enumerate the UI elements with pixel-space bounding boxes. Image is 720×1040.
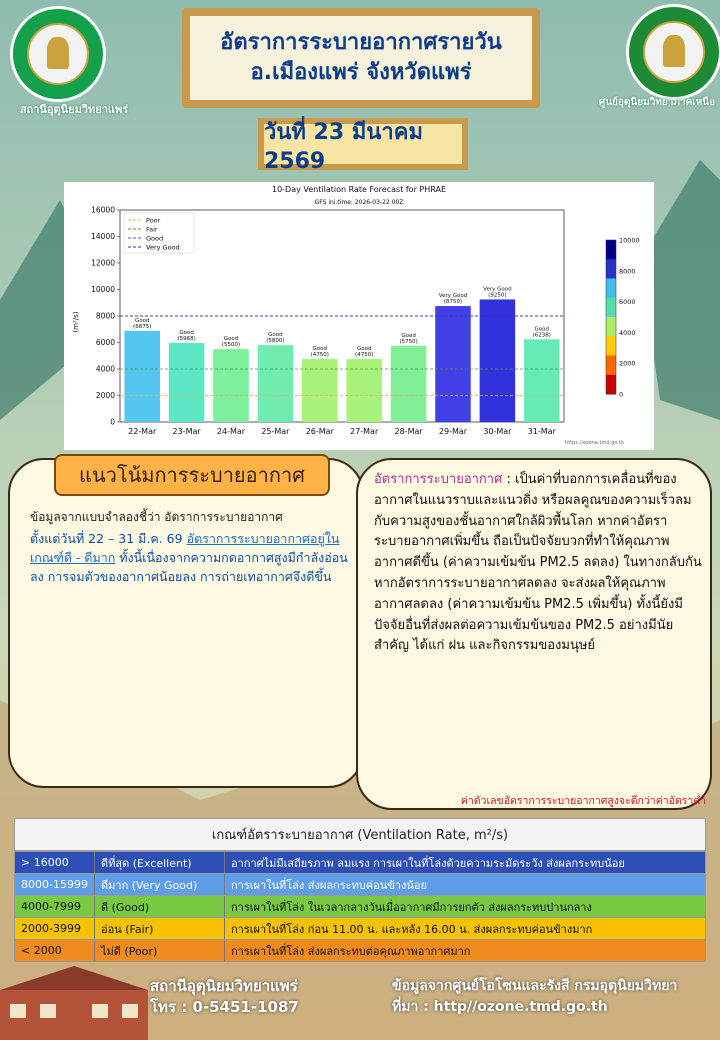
data-label: Good (312, 346, 328, 353)
criteria-level: ไม่ดี (Poor) (95, 940, 225, 961)
bar (480, 299, 516, 422)
colorbar-segment (606, 336, 616, 356)
definition-note: ค่าตัวเลขอัตราการระบายอากาศสูงจะดีกว่าค่าอัตราต่ำ (460, 795, 706, 807)
bar (169, 343, 205, 422)
footer-station-name: สถานีอุตุนิยมวิทยาแพร่ (150, 977, 298, 995)
bar (391, 346, 427, 422)
data-label: (8750) (443, 299, 463, 306)
criteria-level: อ่อน (Fair) (95, 918, 225, 939)
criteria-range: < 2000 (15, 940, 95, 961)
trend-heading: แนวโน้มการระบายอากาศ (79, 463, 305, 487)
criteria-desc: การเผาในที่โล่ง ก่อน 11.00 น. และหลัง 16.00 น. ส่งผลกระทบค่อนข้างมาก (231, 922, 593, 936)
x-tick-label: 24-Mar (216, 427, 246, 436)
x-tick-label: 27-Mar (350, 427, 379, 436)
definition-body: : เป็นค่าที่บอกการเคลื่อนที่ของอากาศในแนวราบและแนวดิ่ง หรือผลคูณของความเร็วลมกับความสูงของชั้นอากาศใกล้ผิวพื้นโลก หากค่าอัตราระบายอากาศเพิ่มขึ้น ถือเป็นปัจจัยบวกที่ทำให้คุณภาพอากาศดีขึ้น (ค่าความเข้มข้น PM2.5 ลดลง) ในทางกลับกัน หากอัตราการระบายอากาศลดลง จะส่งผลให้คุณภาพอากาศลดลง (ค่าความเข้มข้น PM2.5 เพิ่มขึ้น) ทั้งนี้ยังมีปัจจัยอื่นที่ส่งผลต่อความเข้มข้นของ PM2.5 อย่างมีนัยสำคัญ ได้แก่ ฝน และกิจกรรมของมนุษย์ (374, 472, 702, 654)
colorbar-segment (606, 240, 616, 260)
criteria-row (15, 939, 705, 961)
data-label: (6875) (133, 323, 152, 330)
criteria-range: 4000-7999 (15, 896, 95, 917)
trend-lead: ตั้งแต่วันที่ 22 – 31 มี.ค. 69 (30, 531, 187, 546)
criteria-level: ดีที่สุด (Excellent) (95, 852, 225, 873)
title-board (182, 8, 540, 108)
y-tick-label: 4000 (95, 364, 115, 374)
y-axis-label: (m²/s) (72, 311, 80, 333)
data-label: Good (534, 326, 550, 333)
criteria-range: 8000-15999 (15, 874, 95, 895)
data-label: (6238) (532, 332, 551, 339)
colorbar-segment (606, 279, 616, 299)
data-label: Very Good (438, 293, 468, 300)
criteria-title: เกณฑ์อัตราระบายอากาศ (Ventilation Rate, m²/s) (15, 819, 705, 851)
chart-title: 10-Day Ventilation Rate Forecast for PHRAE (271, 185, 447, 194)
colorbar-segment (606, 356, 616, 376)
data-label: Good (134, 317, 150, 324)
colorbar-tick-label: 2000 (619, 359, 636, 368)
legend-label: Fair (146, 225, 158, 234)
y-tick-label: 2000 (95, 391, 115, 400)
date-board (258, 118, 468, 174)
footer-url: ที่มา : http//ozone.tmd.go.th (392, 999, 608, 1015)
footer-phone: โทร : 0-5451-1087 (150, 998, 299, 1016)
title-line-1: อัตราการระบายอากาศรายวัน (220, 30, 502, 56)
data-label: (4750) (310, 352, 329, 359)
data-label: Good (223, 336, 239, 343)
forecast-date: วันที่ 23 มีนาคม 2569 (264, 120, 423, 174)
x-tick-label: 29-Mar (438, 427, 468, 436)
criteria-desc: การเผาในที่โล่ง ในเวลากลางวันเมื่ออากาศมีการยกตัว ส่งผลกระทบปานกลาง (231, 900, 592, 914)
tmd-logo (10, 6, 106, 102)
criteria-row (15, 917, 705, 939)
trend-source: ข้อมูลจากแบบจำลองชี้ว่า อัตราการระบายอากาศ (30, 510, 283, 524)
bar (258, 345, 294, 422)
station-building-illustration (0, 960, 148, 1040)
footer-data-source: ข้อมูลจากศูนย์โอโซนและรังสี กรมอุตุนิยมวิทยา (392, 978, 678, 994)
bar (213, 349, 249, 422)
bar (346, 359, 382, 422)
data-label: Very Good (483, 286, 512, 293)
criteria-desc: การเผาในที่โล่ง ส่งผลกระทบต่อคุณภาพอากาศมาก (231, 944, 471, 958)
bar (435, 306, 471, 422)
x-tick-label: 25-Mar (261, 427, 290, 436)
data-label: Good (356, 346, 372, 353)
y-tick-label: 0 (110, 417, 115, 427)
criteria-desc: อากาศไม่มีเสถียรภาพ ลมแรง การเผาในที่โล่งด้วยความระมัดระวัง ส่งผลกระทบน้อย (231, 856, 625, 870)
data-label: (5800) (266, 338, 285, 345)
criteria-row (15, 873, 705, 895)
criteria-level: ดี (Good) (95, 896, 225, 917)
legend-label: Very Good (146, 243, 180, 252)
y-tick-label: 8000 (95, 311, 115, 321)
y-tick-label: 12000 (91, 258, 115, 268)
criteria-table (14, 818, 706, 962)
footer-source (392, 976, 716, 1018)
y-tick-label: 10000 (91, 285, 115, 294)
trend-text (30, 530, 350, 586)
data-label: Good (179, 329, 194, 336)
definition-text (374, 470, 704, 657)
data-label: (5968) (177, 335, 196, 342)
legend-label: Good (146, 234, 164, 243)
bar (302, 359, 338, 422)
bar (124, 331, 160, 422)
data-label: Good (268, 332, 283, 339)
data-label: (4750) (355, 352, 374, 359)
org-name-left: สถานีอุตุนิยมวิทยาแพร่ (19, 103, 129, 116)
data-label: (5750) (399, 338, 418, 345)
colorbar-segment (606, 259, 616, 279)
data-label: (9250) (488, 292, 507, 299)
title-line-2: อ.เมืองแพร่ จังหวัดแพร่ (250, 60, 472, 85)
criteria-desc: การเผาในที่โล่ง ส่งผลกระทบค่อนข้างน้อย (231, 878, 427, 892)
trend-highlight: อัตราการระบายอากาศอยู่ในเกณฑ์ดี - ดีมาก (30, 531, 340, 565)
y-tick-label: 14000 (91, 232, 115, 241)
data-label: (5500) (221, 342, 241, 349)
criteria-range: 2000-3999 (15, 918, 95, 939)
colorbar-segment (606, 317, 616, 337)
bar (524, 339, 560, 422)
definition-key: อัตราการระบายอากาศ (374, 472, 503, 487)
chart-svg (64, 182, 654, 450)
trend-rest: ทั้งนี้เนื่องจากความกดอากาศสูงมีกำลังอ่อนลง การจมตัวของอากาศน้อยลง การถ่ายเทอากาศจึงดีขึ้น (30, 549, 348, 584)
criteria-level: ดีมาก (Very Good) (95, 874, 225, 895)
trend-heading-box (54, 454, 330, 496)
colorbar-tick-label: 10000 (619, 236, 640, 245)
footer-station (150, 976, 380, 1018)
criteria-row (15, 895, 705, 917)
colorbar-tick-label: 0 (619, 390, 624, 399)
org-name-right: ศูนย์อุตุนิยมวิทยาภาคเหนือ (598, 97, 716, 108)
x-tick-label: 23-Mar (172, 427, 201, 436)
chart-credit: https://ozone.tmd.go.th (565, 440, 624, 446)
colorbar-segment (606, 298, 616, 318)
x-tick-label: 22-Mar (128, 427, 157, 436)
colorbar-segment (606, 375, 616, 395)
colorbar-tick-label: 8000 (619, 267, 636, 276)
x-tick-label: 26-Mar (305, 427, 334, 436)
criteria-range: > 16000 (15, 852, 95, 873)
data-label: Good (401, 332, 416, 339)
ventilation-chart (64, 182, 654, 450)
chart-subtitle: GFS ini.time: 2026-03-22 00Z (314, 199, 404, 206)
colorbar-tick-label: 4000 (619, 328, 636, 337)
legend-label: Poor (146, 216, 161, 225)
y-tick-label: 16000 (91, 205, 115, 215)
colorbar-tick-label: 6000 (619, 298, 636, 307)
x-tick-label: 31-Mar (527, 427, 556, 436)
criteria-row (15, 851, 705, 873)
northern-center-logo (626, 4, 720, 100)
x-tick-label: 28-Mar (394, 427, 423, 436)
y-tick-label: 6000 (95, 338, 115, 347)
x-tick-label: 30-Mar (483, 427, 512, 436)
